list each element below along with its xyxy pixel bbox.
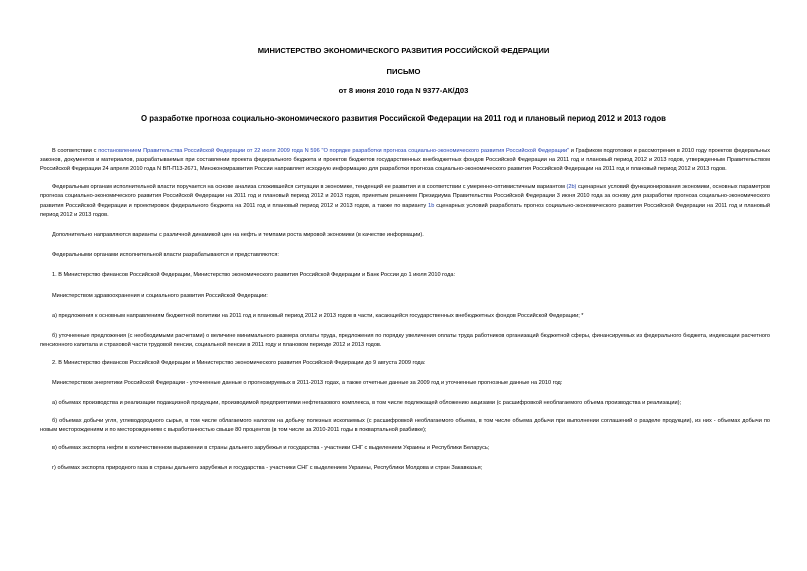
document-date-number: от 8 июня 2010 года N 9377-АК/Д03 [338, 86, 469, 95]
paragraph-13: в) объемах экспорта нефти в количественном выражении в страны дальнего зарубежья и государства - участники СНГ с выделением Украины и Республики Беларусь; [52, 445, 490, 452]
document-body [40, 147, 770, 482]
paragraph-8: б) уточненные предложения (с необходимыми расчетами) о величине минимального размера оплаты труда, предложения по порядку увеличения оплаты труда работников организаций бюджетной сферы, финансируемых из федерального бюджета, индексации расчетного пенсионного капитала и страховой части трудовой пенсии, социальной пенсии в 2011 году и плановом периоде 2012 и 2013 годов. [40, 333, 770, 349]
decree-link[interactable]: постановлением Правительства Российской Федерации от 22 июля 2009 года N 596 "О порядке разработки прогноза социально-экономического развития Российской Федерации" [98, 148, 570, 154]
paragraph-text: сценарных условий разработать прогноз социально-экономического развития Российской Федерации на 2011 год и плановый период 2012 и 2013 годов. [40, 202, 770, 218]
variant-1b-link[interactable]: 1b [428, 202, 435, 209]
paragraph-text: сценарных условий функционирования экономики, основных параметров прогноза социально-экономического развития Российской Федерации на 2011 год и плановый период 2012 и 2013 годов, принятым решением Президиума Правительства Российской Федерации 3 июня 2010 года за основу для разработки прогноза социально-экономического развития Российской Федерации и проектировок федерального бюджета на 2011 год и плановый период 2012 и 2013 годов, а также по варианту [40, 184, 771, 209]
ministry-title: МИНИСТЕРСТВО ЭКОНОМИЧЕСКОГО РАЗВИТИЯ РОССИЙСКОЙ ФЕДЕРАЦИИ [257, 46, 550, 55]
paragraph-14: г) объемах экспорта природного газа в страны дальнего зарубежья и государства - участники СНГ с выделением Украины, Республики Молдова и стран Закавказья; [52, 465, 483, 472]
paragraph-text: и Графиком подготовки и рассмотрения в 2010 году проектов федеральных законов, документов и материалов, разрабатываемых при составлении проекта федерального бюджета и проектов бюджетов государственных внебюджетных фондов Российской Федерации на 2011 год и плановый период 2012 и 2013 годов, утвержденным Правительством Российской Федерации 24 апреля 2010 года N ВП-П13-2671, Минэкономразвития России направляет исходную информацию для разработки прогноза социально-экономического развития Российской Федерации на 2011 год и плановый период 2012 и 2013 годов. [40, 148, 771, 173]
paragraph-5: 1. В Министерство финансов Российской Федерации, Министерство экономического развития Российской Федерации и Банк России до 1 июля 2010 года: [52, 272, 456, 279]
paragraph-10: Министерством энергетики Российской Федерации - уточненные данные о прогнозируемых в 2011-2013 годах, а также отчетные данные за 2009 год и уточненные прогнозные данные на 2010 год: [52, 380, 563, 387]
paragraph-2 [40, 183, 770, 220]
paragraph-9: 2. В Министерство финансов Российской Федерации и Министерство экономического развития Российской Федерации до 9 августа 2009 года: [52, 360, 426, 367]
paragraph-12: б) объемах добычи угля, углеводородного сырья, в том числе облагаемого налогом на добычу полезных ископаемых (с расшифровкой необлагаемого объема, в том числе объема добычи при выполнении соглашений о разделе продукции), из них - объемах добычи по новым месторождениям и по месторождениям с выработанностью свыше 80 процентов (в том числе за 2010-2011 годы в поквартальной разбивке); [40, 418, 770, 434]
paragraph-4: Федеральными органами исполнительной власти разрабатываются и представляются: [52, 252, 279, 259]
variant-2b-link[interactable]: (2b) [566, 184, 577, 191]
document-type: ПИСЬМО [386, 67, 421, 76]
paragraph-text: Федеральным органам исполнительной власти поручается на основе анализа сложившейся ситуации в экономике, тенденций ее развития и в соответствии с умеренно-оптимистичным вариантом [52, 184, 567, 191]
document-subject: О разработке прогноза социально-экономического развития Российской Федерации на 2011 год и плановый период 2012 и 2013 годов [141, 114, 666, 123]
paragraph-text: В соответствии с [52, 148, 99, 154]
paragraph-1 [40, 147, 770, 175]
paragraph-11: а) объемах производства и реализации подакцизной продукции, производимой предприятиями нефтегазового комплекса, в том числе подлежащей обложению акцизами (с расшифровкой необлагаемого объема производства и реализации); [52, 400, 682, 407]
paragraph-7: а) предложения к основным направлениям бюджетной политики на 2011 год и плановый период 2012 и 2013 годов в части, касающейся государственных внебюджетных фондов Российской Федерации; * [52, 312, 584, 319]
paragraph-3: Дополнительно направляются варианты с различной динамикой цен на нефть и темпами роста мировой экономики (в качестве информации). [52, 232, 424, 239]
paragraph-6: Министерством здравоохранения и социального развития Российской Федерации: [52, 292, 268, 299]
